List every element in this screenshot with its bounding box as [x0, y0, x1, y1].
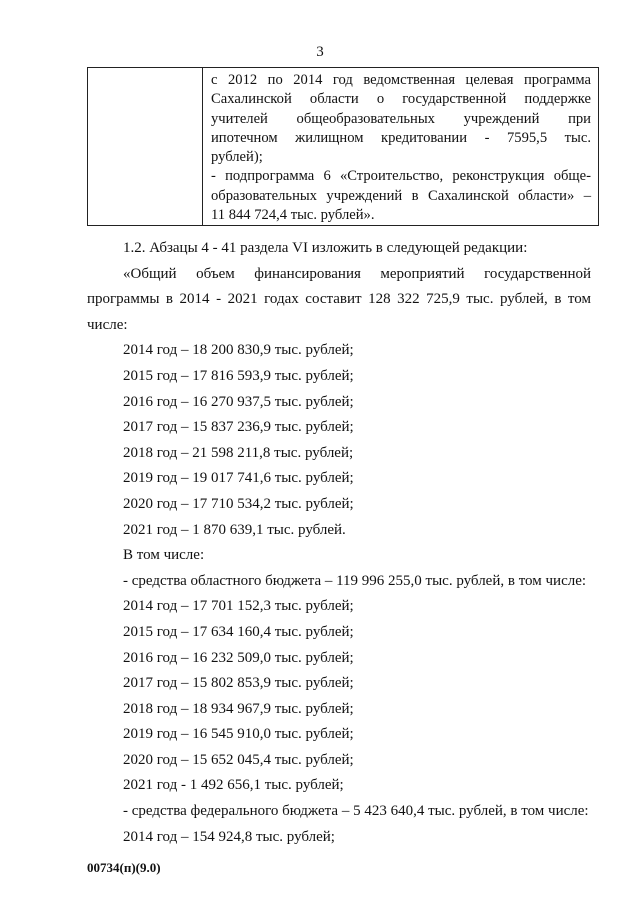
- year-line: 2014 год – 17 701 152,3 тыс. рублей;: [123, 598, 354, 615]
- continuation-table: [87, 67, 599, 226]
- table-line: ипотечном жилищном кредитовании - 7595,5 тыс.: [211, 129, 591, 146]
- intro-line: «Общий объем финансирования мероприятий государственной: [123, 265, 591, 282]
- year-line: 2018 год – 21 598 211,8 тыс. рублей;: [123, 444, 354, 461]
- table-line: с 2012 по 2014 год ведомственная целевая программа: [211, 72, 591, 88]
- year-line: 2018 год – 18 934 967,9 тыс. рублей;: [123, 700, 354, 717]
- federal-budget-title: - средства федерального бюджета – 5 423 640,4 тыс. рублей, в том числе:: [123, 803, 589, 820]
- year-line: 2015 год – 17 634 160,4 тыс. рублей;: [123, 623, 354, 640]
- table-line: - подпрограмма 6 «Строительство, реконструкция обще-: [211, 168, 591, 185]
- year-line: 2019 год – 19 017 741,6 тыс. рублей;: [123, 470, 354, 487]
- table-line: Сахалинской области о государственной поддержке: [211, 91, 591, 108]
- page-number: 3: [316, 44, 324, 60]
- table-line: рублей);: [211, 149, 263, 166]
- year-line: 2020 год – 15 652 045,4 тыс. рублей;: [123, 751, 354, 768]
- year-line: 2014 год – 18 200 830,9 тыс. рублей;: [123, 342, 354, 359]
- year-line: 2021 год - 1 492 656,1 тыс. рублей;: [123, 777, 344, 794]
- year-line: 2017 год – 15 802 853,9 тыс. рублей;: [123, 675, 354, 692]
- table-cell-empty: [88, 68, 203, 226]
- document-body: [87, 236, 591, 850]
- year-line: 2020 год – 17 710 534,2 тыс. рублей;: [123, 495, 354, 512]
- year-line: 2016 год – 16 232 509,0 тыс. рублей;: [123, 649, 354, 666]
- table-row: [88, 68, 599, 226]
- year-line: 2015 год – 17 816 593,9 тыс. рублей;: [123, 367, 354, 384]
- table-cell-text: [203, 68, 599, 226]
- document-code: 00734(п)(9.0): [87, 860, 161, 875]
- year-line: 2019 год – 16 545 910,0 тыс. рублей;: [123, 726, 354, 743]
- year-line: 2021 год – 1 870 639,1 тыс. рублей.: [123, 521, 346, 538]
- intro-line: числе:: [87, 316, 128, 333]
- table-line: образовательных учреждений в Сахалинской области» –: [211, 187, 591, 204]
- section-heading: 1.2. Абзацы 4 - 41 раздела VI изложить в следующей редакции:: [123, 240, 528, 256]
- table-line: 11 844 724,4 тыс. рублей».: [211, 207, 375, 224]
- intro-line: программы в 2014 - 2021 годах составит 128 322 725,9 тыс. рублей, в том: [87, 291, 591, 308]
- year-line: 2017 год – 15 837 236,9 тыс. рублей;: [123, 419, 354, 436]
- year-line: 2016 год – 16 270 937,5 тыс. рублей;: [123, 393, 354, 410]
- including-label: В том числе:: [123, 547, 205, 564]
- year-line: 2014 год – 154 924,8 тыс. рублей;: [123, 828, 335, 845]
- table-line: учителей общеобразовательных учреждений при: [211, 110, 591, 127]
- regional-budget-title: - средства областного бюджета – 119 996 255,0 тыс. рублей, в том числе:: [123, 572, 587, 589]
